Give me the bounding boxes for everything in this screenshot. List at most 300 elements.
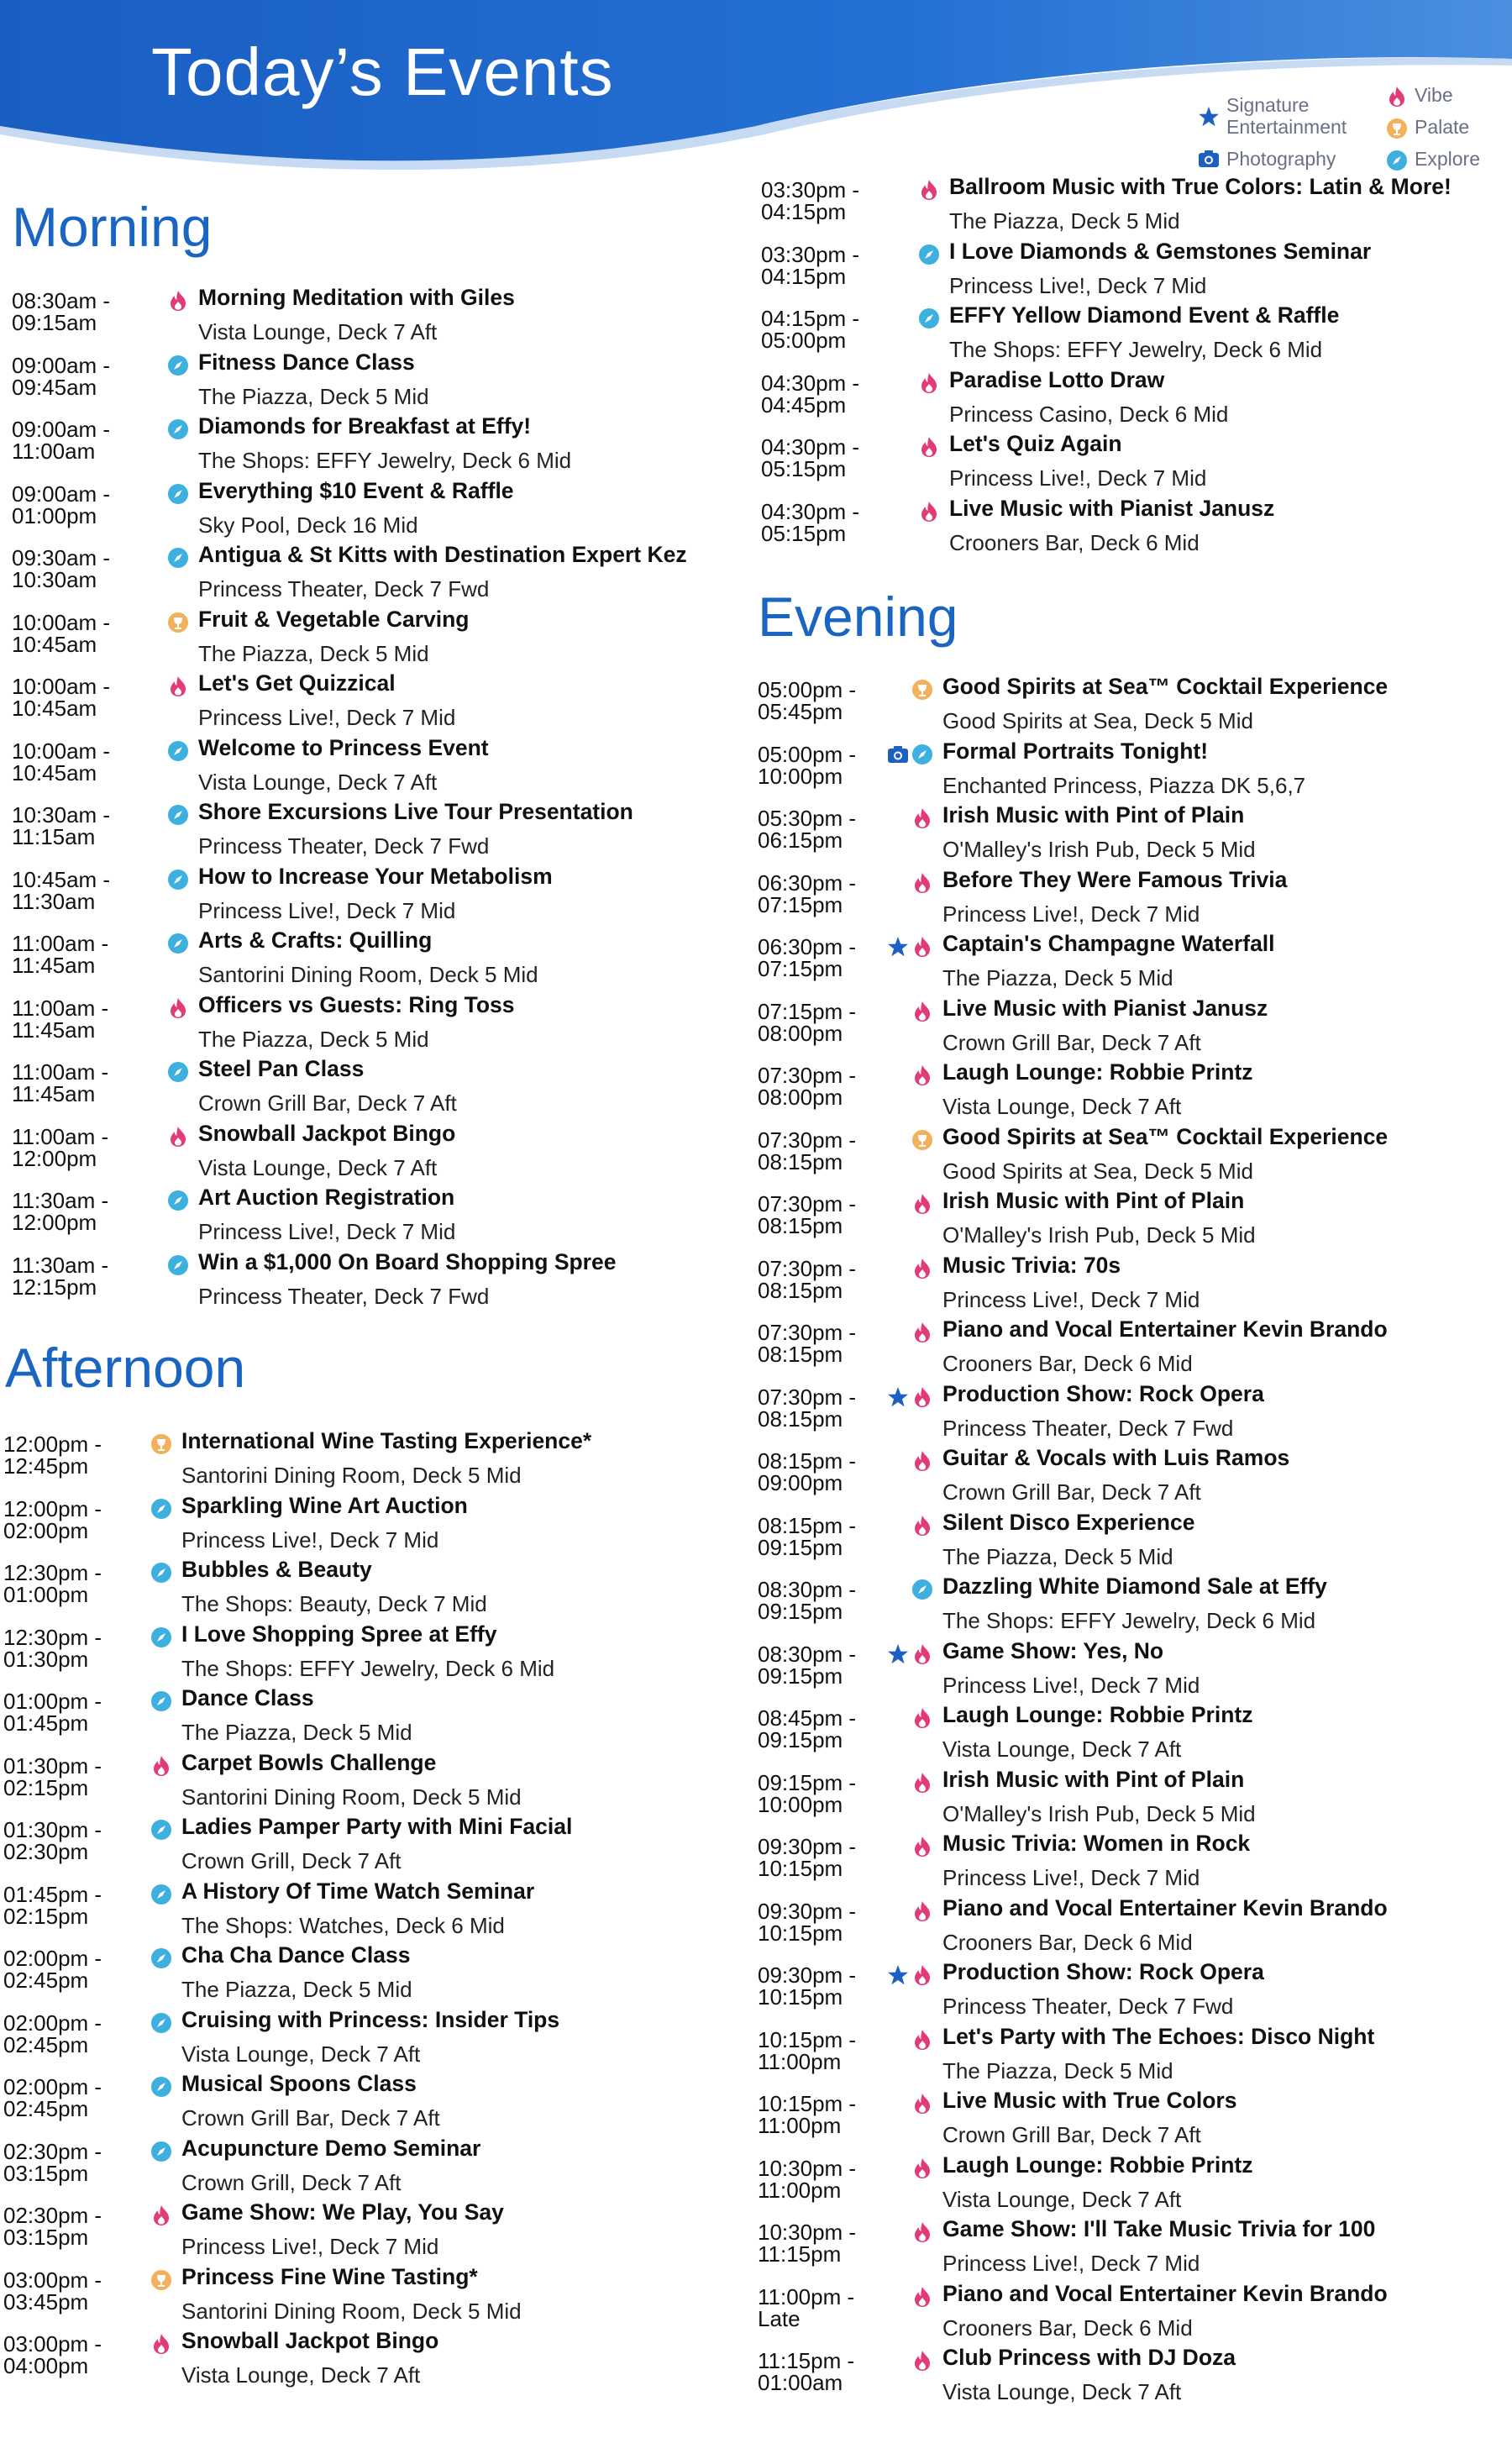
event-row [758, 1574, 1497, 1642]
event-category-icons [150, 2267, 172, 2293]
event-location: Vista Lounge, Deck 7 Aft [198, 319, 438, 344]
compass-icon [150, 1690, 172, 1712]
flame-icon [911, 1643, 933, 1665]
event-location: The Piazza, Deck 5 Mid [198, 1026, 429, 1052]
event-row [12, 863, 751, 933]
compass-icon [150, 2076, 172, 2098]
event-row [758, 2023, 1497, 2093]
event-name: How to Increase Your Metabolism [198, 863, 553, 889]
event-name: Music Trivia: Women in Rock [942, 1831, 1251, 1856]
event-name: A History Of Time Watch Seminar [181, 1878, 535, 1904]
event-location: Princess Live!, Deck 7 Mid [942, 1286, 1200, 1312]
flame-icon [911, 2157, 933, 2179]
event-time: 11:00pm - Late [758, 2283, 855, 2331]
event-location: Princess Live!, Deck 7 Mid [942, 2251, 1200, 2276]
event-category-icons [167, 610, 189, 635]
event-time: 07:30pm - 08:15pm [758, 1320, 857, 1367]
event-name: Irish Music with Pint of Plain [942, 802, 1245, 828]
event-category-icons [167, 867, 189, 892]
event-name: Irish Music with Pint of Plain [942, 1766, 1245, 1792]
event-time: 09:15pm - 10:00pm [758, 1769, 857, 1817]
event-category-icons [167, 353, 189, 378]
compass-icon [167, 869, 189, 891]
event-location: The Piazza, Deck 5 Mid [198, 383, 429, 409]
page-title: Today’s Events [151, 34, 614, 109]
event-name: Live Music with True Colors [942, 2088, 1237, 2113]
event-location: Princess Live!, Deck 7 Mid [949, 465, 1207, 491]
event-location: Santorini Dining Room, Deck 5 Mid [181, 1784, 522, 1810]
event-name: Piano and Vocal Entertainer Kevin Brando [942, 2280, 1388, 2306]
event-category-icons [918, 242, 940, 267]
flame-icon [911, 1900, 933, 1922]
event-category-icons [150, 1432, 172, 1457]
event-name: Dazzling White Diamond Sale at Effy [942, 1574, 1327, 1599]
event-name: Carpet Bowls Challenge [181, 1749, 437, 1775]
event-time: 03:00pm - 03:45pm [3, 2267, 102, 2315]
event-category-icons [911, 1256, 933, 1281]
event-name: Live Music with Pianist Janusz [949, 495, 1275, 521]
event-name: Laugh Lounge: Robbie Printz [942, 1702, 1253, 1727]
event-name: Let's Quiz Again [949, 431, 1122, 456]
event-name: I Love Diamonds & Gemstones Seminar [949, 238, 1372, 264]
event-category-icons [150, 1753, 172, 1779]
flame-icon [911, 2221, 933, 2243]
compass-icon [167, 1190, 189, 1211]
event-location: Princess Live!, Deck 7 Mid [198, 897, 456, 923]
event-location: Princess Live!, Deck 7 Mid [181, 1526, 439, 1553]
event-time: 09:00am - 09:45am [12, 352, 111, 400]
event-category-icons [911, 1834, 933, 1859]
flame-icon [167, 997, 189, 1019]
event-name: Diamonds for Breakfast at Effy! [198, 413, 532, 439]
event-time: 02:30pm - 03:15pm [3, 2203, 102, 2250]
compass-icon [150, 1819, 172, 1841]
event-category-icons [911, 806, 933, 831]
event-row [758, 1831, 1497, 1899]
event-time: 02:00pm - 02:45pm [3, 2074, 102, 2121]
event-time: 07:30pm - 08:00pm [758, 1063, 857, 1110]
event-name: Irish Music with Pint of Plain [942, 1188, 1245, 1213]
event-category-icons [911, 1899, 933, 1924]
event-time: 08:30am - 09:15am [12, 288, 111, 335]
star-icon [887, 1386, 909, 1408]
event-time: 08:45pm - 09:15pm [758, 1705, 857, 1752]
compass-icon [150, 1626, 172, 1648]
legend-explore-label: Explore [1415, 148, 1480, 170]
event-row [758, 738, 1497, 807]
compass-icon [150, 1947, 172, 1969]
event-category-icons [167, 288, 189, 313]
event-name: Silent Disco Experience [942, 1509, 1195, 1535]
event-location: Princess Live!, Deck 7 Mid [942, 1865, 1200, 1890]
event-row [12, 927, 751, 996]
event-location: Crown Grill, Deck 7 Aft [181, 2169, 402, 2195]
palate-icon [150, 1433, 172, 1455]
event-time: 11:00am - 11:45am [12, 1059, 109, 1106]
event-time: 11:00am - 11:45am [12, 995, 109, 1043]
event-row [758, 2216, 1497, 2285]
event-name: Acupuncture Demo Seminar [181, 2135, 481, 2161]
event-row [12, 799, 751, 868]
event-name: Live Music with Pianist Janusz [942, 995, 1268, 1021]
event-location: Princess Live!, Deck 7 Mid [181, 2234, 439, 2259]
event-row [3, 2199, 743, 2268]
event-row [3, 1492, 743, 1562]
event-location: Good Spirits at Sea, Deck 5 Mid [942, 708, 1253, 733]
flame-icon [911, 2029, 933, 2051]
event-category-icons [167, 481, 189, 507]
event-category-icons [150, 2203, 172, 2228]
event-location: Vista Lounge, Deck 7 Aft [942, 1737, 1182, 1762]
event-location: Santorini Dining Room, Deck 5 Mid [181, 2298, 522, 2324]
event-name: Piano and Vocal Entertainer Kevin Brando [942, 1316, 1388, 1342]
event-category-icons [167, 1124, 189, 1149]
event-category-icons [918, 306, 940, 331]
flame-icon [911, 872, 933, 894]
event-name: Steel Pan Class [198, 1056, 365, 1081]
flame-icon [911, 1772, 933, 1794]
event-time: 06:30pm - 07:15pm [758, 934, 857, 981]
event-time: 03:30pm - 04:15pm [761, 241, 860, 289]
event-name: Production Show: Rock Opera [942, 1380, 1264, 1406]
event-time: 09:00am - 01:00pm [12, 481, 111, 528]
event-row [3, 1878, 743, 1947]
event-category-icons [167, 1253, 189, 1278]
flame-icon [167, 1126, 189, 1148]
event-row [758, 1316, 1497, 1385]
event-row [12, 1056, 751, 1125]
event-category-icons [150, 1496, 172, 1521]
event-location: Crown Grill Bar, Deck 7 Aft [942, 1029, 1201, 1055]
compass-icon [167, 933, 189, 954]
event-location: The Shops: EFFY Jewelry, Deck 6 Mid [942, 1608, 1316, 1633]
flame-icon [167, 290, 189, 312]
event-location: Santorini Dining Room, Deck 5 Mid [181, 1463, 522, 1488]
event-time: 09:30pm - 10:15pm [758, 1962, 857, 2010]
flame-icon [918, 179, 940, 201]
event-time: 08:30pm - 09:15pm [758, 1641, 857, 1689]
event-time: 05:00pm - 10:00pm [758, 741, 857, 789]
event-time: 03:30pm - 04:15pm [761, 177, 860, 224]
event-location: Enchanted Princess, Piazza DK 5,6,7 [942, 772, 1306, 798]
event-time: 10:15pm - 11:00pm [758, 2026, 857, 2074]
event-location: O'Malley's Irish Pub, Deck 5 Mid [942, 1800, 1256, 1826]
event-time: 07:30pm - 08:15pm [758, 1255, 857, 1303]
event-row [758, 1959, 1497, 2028]
event-location: Crooners Bar, Deck 6 Mid [949, 529, 1200, 555]
event-row [758, 1445, 1497, 1514]
event-name: Cruising with Princess: Insider Tips [181, 2006, 560, 2032]
event-name: Win a $1,000 On Board Shopping Spree [198, 1248, 617, 1274]
event-category-icons [887, 742, 933, 767]
event-category-icons [918, 177, 940, 202]
flame-icon [911, 1258, 933, 1279]
event-time: 10:00am - 10:45am [12, 674, 111, 721]
event-time: 05:30pm - 06:15pm [758, 806, 857, 853]
event-category-icons [911, 870, 933, 896]
event-name: Officers vs Guests: Ring Toss [198, 991, 515, 1017]
event-name: Formal Portraits Tonight! [942, 738, 1209, 764]
event-name: Princess Fine Wine Tasting* [181, 2263, 478, 2289]
event-location: The Shops: EFFY Jewelry, Deck 6 Mid [198, 448, 572, 473]
event-row [12, 991, 751, 1061]
flame-icon [911, 1450, 933, 1472]
flame-icon [911, 1386, 933, 1408]
event-row [758, 2280, 1497, 2350]
event-time: 09:30pm - 10:15pm [758, 1834, 857, 1881]
event-time: 07:30pm - 08:15pm [758, 1127, 857, 1174]
event-location: Princess Live!, Deck 7 Mid [198, 705, 456, 730]
event-time: 08:15pm - 09:00pm [758, 1448, 857, 1495]
event-name: Good Spirits at Sea™ Cocktail Experience [942, 1123, 1389, 1149]
event-name: Let's Get Quizzical [198, 670, 396, 696]
flame-icon [911, 2350, 933, 2372]
compass-icon [150, 1562, 172, 1584]
event-category-icons [911, 1320, 933, 1345]
event-row [3, 1557, 743, 1626]
event-location: The Piazza, Deck 5 Mid [949, 208, 1180, 234]
event-category-icons [167, 996, 189, 1021]
event-category-icons [911, 2091, 933, 2116]
flame-icon [150, 2204, 172, 2226]
event-location: Vista Lounge, Deck 7 Aft [942, 2186, 1182, 2212]
event-name: International Wine Tasting Experience* [181, 1428, 592, 1453]
event-time: 01:30pm - 02:15pm [3, 1752, 102, 1800]
event-category-icons [167, 931, 189, 956]
event-time: 10:15pm - 11:00pm [758, 2091, 857, 2138]
palate-icon [150, 2269, 172, 2291]
event-name: Laugh Lounge: Robbie Printz [942, 1059, 1253, 1085]
event-location: The Piazza, Deck 5 Mid [942, 1543, 1173, 1569]
event-name: Snowball Jackpot Bingo [198, 1120, 456, 1146]
event-name: Bubbles & Beauty [181, 1557, 372, 1582]
event-row [758, 866, 1497, 936]
event-time: 09:30am - 10:30am [12, 545, 111, 592]
event-location: The Piazza, Deck 5 Mid [181, 1720, 412, 1745]
event-category-icons [911, 2220, 933, 2245]
legend-palate-label: Palate [1415, 116, 1470, 138]
event-time: 05:00pm - 05:45pm [758, 677, 857, 724]
compass-icon [167, 355, 189, 376]
event-location: Princess Live!, Deck 7 Mid [942, 1672, 1200, 1698]
event-location: Vista Lounge, Deck 7 Aft [198, 769, 438, 795]
event-location: Crown Grill Bar, Deck 7 Aft [942, 2122, 1201, 2147]
event-row [758, 2152, 1497, 2221]
compass-icon [150, 2141, 172, 2162]
event-category-icons [167, 802, 189, 828]
event-time: 12:30pm - 01:30pm [3, 1624, 102, 1672]
event-category-icons [911, 999, 933, 1024]
event-category-icons [911, 1063, 933, 1088]
event-row [3, 2006, 743, 2076]
event-category-icons [911, 1448, 933, 1474]
event-row [3, 1621, 743, 1690]
event-row [3, 1942, 743, 2011]
event-location: Vista Lounge, Deck 7 Aft [942, 2379, 1182, 2404]
flame-icon [911, 936, 933, 958]
event-time: 10:30pm - 11:00pm [758, 2155, 857, 2203]
event-name: Paradise Lotto Draw [949, 366, 1165, 392]
event-location: Vista Lounge, Deck 7 Aft [198, 1154, 438, 1180]
event-location: Princess Theater, Deck 7 Fwd [198, 833, 490, 859]
event-time: 07:30pm - 08:15pm [758, 1191, 857, 1238]
flame-icon [150, 1755, 172, 1777]
event-time: 07:15pm - 08:00pm [758, 998, 857, 1046]
event-location: The Piazza, Deck 5 Mid [181, 1977, 412, 2002]
event-time: 09:30pm - 10:15pm [758, 1898, 857, 1946]
event-name: I Love Shopping Spree at Effy [181, 1621, 497, 1647]
event-row [12, 413, 751, 482]
event-category-icons [167, 674, 189, 699]
compass-icon [150, 1498, 172, 1520]
legend-photography-label: Photography [1226, 148, 1336, 170]
compass-icon [918, 244, 940, 265]
event-category-icons [911, 677, 933, 702]
event-category-icons [911, 1127, 933, 1153]
event-category-icons [911, 2156, 933, 2181]
afternoon-heading: Afternoon [5, 1337, 246, 1399]
event-row [758, 2345, 1497, 2414]
flame-icon [911, 1707, 933, 1729]
event-category-icons [167, 738, 189, 764]
event-name: Shore Excursions Live Tour Presentation [198, 799, 633, 824]
event-location: Princess Theater, Deck 7 Fwd [198, 1283, 490, 1309]
event-location: The Shops: Watches, Deck 6 Mid [181, 1912, 505, 1938]
flame-icon [918, 501, 940, 523]
compass-icon [167, 483, 189, 505]
event-time: 10:30pm - 11:15pm [758, 2220, 857, 2267]
event-row [3, 1814, 743, 1883]
flame-icon [911, 1001, 933, 1022]
event-name: Guitar & Vocals with Luis Ramos [942, 1445, 1290, 1470]
event-row [3, 2071, 743, 2140]
event-location: O'Malley's Irish Pub, Deck 5 Mid [942, 1222, 1256, 1248]
evening-heading: Evening [758, 586, 958, 648]
compass-icon [167, 547, 189, 569]
event-time: 01:00pm - 01:45pm [3, 1689, 102, 1736]
event-category-icons [911, 2284, 933, 2309]
event-name: Game Show: We Play, You Say [181, 2199, 504, 2225]
event-category-icons [918, 370, 940, 396]
event-category-icons [918, 499, 940, 524]
event-location: The Piazza, Deck 5 Mid [942, 2057, 1173, 2083]
event-row [758, 1509, 1497, 1579]
event-category-icons [150, 1625, 172, 1650]
event-row [758, 1894, 1497, 1964]
legend-vibe-label: Vibe [1415, 84, 1453, 106]
event-row [758, 1380, 1497, 1450]
event-location: Vista Lounge, Deck 7 Aft [181, 2362, 421, 2388]
event-location: Crown Grill, Deck 7 Aft [181, 1848, 402, 1873]
event-row [758, 1702, 1497, 1771]
event-row [12, 285, 751, 354]
event-time: 11:00am - 11:45am [12, 931, 109, 978]
event-name: Morning Meditation with Giles [198, 285, 515, 310]
event-category-icons [911, 1577, 933, 1602]
event-location: The Shops: EFFY Jewelry, Deck 6 Mid [949, 337, 1323, 362]
event-time: 12:00pm - 12:45pm [3, 1432, 102, 1479]
compass-icon [911, 1579, 933, 1600]
event-name: Arts & Crafts: Quilling [198, 927, 433, 953]
event-name: Ballroom Music with True Colors: Latin & More! [949, 174, 1452, 199]
event-row [761, 174, 1500, 243]
event-category-icons [150, 1946, 172, 1971]
flame-icon [918, 436, 940, 458]
compass-icon [167, 418, 189, 440]
flame-icon [918, 372, 940, 394]
event-location: Vista Lounge, Deck 7 Aft [942, 1094, 1182, 1119]
event-category-icons [911, 2348, 933, 2373]
compass-icon [150, 1884, 172, 1905]
flame-icon [911, 1193, 933, 1215]
event-time: 04:30pm - 05:15pm [761, 498, 860, 546]
event-name: Club Princess with DJ Doza [942, 2345, 1236, 2370]
event-row [758, 1637, 1497, 1707]
event-category-icons [167, 1188, 189, 1213]
event-time: 09:00am - 11:00am [12, 417, 111, 464]
event-category-icons [150, 1882, 172, 1907]
star-icon [887, 936, 909, 958]
event-location: Princess Live!, Deck 7 Mid [949, 272, 1207, 298]
compass-icon [167, 1254, 189, 1276]
event-time: 12:00pm - 02:00pm [3, 1495, 102, 1543]
event-name: Music Trivia: 70s [942, 1252, 1121, 1278]
flame-icon [911, 1064, 933, 1086]
event-row [12, 477, 751, 547]
event-category-icons [167, 1059, 189, 1085]
event-time: 02:00pm - 02:45pm [3, 1946, 102, 1993]
flame-icon [911, 807, 933, 829]
event-row [12, 1248, 751, 1318]
event-time: 11:15pm - 01:00am [758, 2348, 855, 2395]
event-row [12, 1185, 751, 1253]
event-row [758, 1188, 1497, 1257]
event-category-icons [150, 1689, 172, 1714]
event-name: Good Spirits at Sea™ Cocktail Experience [942, 674, 1389, 699]
event-name: Game Show: I'll Take Music Trivia for 100 [942, 2216, 1376, 2241]
event-name: Game Show: Yes, No [942, 1637, 1164, 1663]
left-column [0, 0, 748, 2438]
event-time: 11:30am - 12:15pm [12, 1252, 109, 1300]
event-time: 06:30pm - 07:15pm [758, 870, 857, 917]
event-row [761, 431, 1500, 500]
event-location: The Shops: Beauty, Deck 7 Mid [181, 1591, 487, 1616]
event-row [761, 495, 1500, 565]
event-location: The Piazza, Deck 5 Mid [198, 640, 429, 666]
event-location: Crooners Bar, Deck 6 Mid [942, 1351, 1193, 1376]
event-time: 10:00am - 10:45am [12, 738, 111, 786]
event-time: 04:30pm - 05:15pm [761, 434, 860, 481]
event-name: EFFY Yellow Diamond Event & Raffle [949, 302, 1340, 328]
event-name: Fruit & Vegetable Carving [198, 606, 470, 632]
palate-icon [911, 679, 933, 701]
compass-icon [167, 804, 189, 826]
event-row [12, 349, 751, 418]
event-row [758, 995, 1497, 1064]
event-location: Good Spirits at Sea, Deck 5 Mid [942, 1158, 1253, 1184]
flame-icon [911, 1964, 933, 1986]
event-time: 02:00pm - 02:45pm [3, 2010, 102, 2057]
event-row [758, 802, 1497, 871]
event-time: 07:30pm - 08:15pm [758, 1384, 857, 1432]
event-time: 10:45am - 11:30am [12, 866, 111, 914]
event-location: Sky Pool, Deck 16 Mid [198, 512, 418, 538]
event-category-icons [150, 1817, 172, 1842]
event-category-icons [167, 545, 189, 570]
event-category-icons [918, 434, 940, 460]
event-category-icons [150, 2139, 172, 2164]
event-row [3, 1749, 743, 1819]
